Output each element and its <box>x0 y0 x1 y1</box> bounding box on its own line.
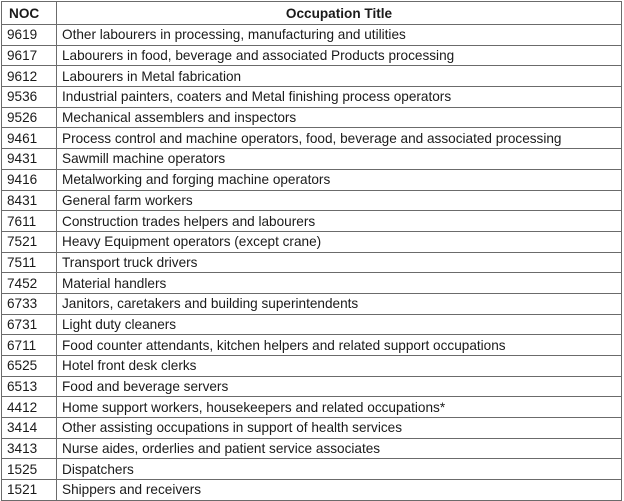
occupation-title-cell: Labourers in food, beverage and associated Products processing <box>57 45 622 66</box>
table-row <box>2 149 622 170</box>
noc-code-cell: 9619 <box>2 25 57 46</box>
occupation-title-cell: Hotel front desk clerks <box>57 356 622 377</box>
table-row <box>2 252 622 273</box>
noc-code-cell: 1525 <box>2 459 57 480</box>
noc-code-cell: 9461 <box>2 128 57 149</box>
noc-code-cell: 8431 <box>2 190 57 211</box>
table-row <box>2 107 622 128</box>
occupation-title-column-header: Occupation Title <box>57 2 622 25</box>
noc-code-cell: 7452 <box>2 273 57 294</box>
table-row <box>2 314 622 335</box>
table-row <box>2 397 622 418</box>
noc-code-cell: 7611 <box>2 211 57 232</box>
occupation-title-cell: Light duty cleaners <box>57 314 622 335</box>
occupation-title-cell: General farm workers <box>57 190 622 211</box>
occupation-title-cell: Process control and machine operators, food, beverage and associated processing <box>57 128 622 149</box>
table-body <box>2 25 622 501</box>
occupation-title-cell: Food and beverage servers <box>57 376 622 397</box>
occupation-title-cell: Dispatchers <box>57 459 622 480</box>
noc-code-cell: 9612 <box>2 66 57 87</box>
table-row <box>2 45 622 66</box>
noc-code-cell: 6711 <box>2 335 57 356</box>
occupation-title-cell: Nurse aides, orderlies and patient service associates <box>57 438 622 459</box>
table-row <box>2 438 622 459</box>
noc-code-cell: 7521 <box>2 231 57 252</box>
noc-code-cell: 7511 <box>2 252 57 273</box>
occupation-title-cell: Construction trades helpers and labourers <box>57 211 622 232</box>
occupation-title-cell: Sawmill machine operators <box>57 149 622 170</box>
noc-code-cell: 6513 <box>2 376 57 397</box>
noc-code-cell: 9431 <box>2 149 57 170</box>
occupation-title-cell: Heavy Equipment operators (except crane) <box>57 231 622 252</box>
noc-code-cell: 6525 <box>2 356 57 377</box>
noc-code-cell: 9416 <box>2 169 57 190</box>
noc-code-cell: 4412 <box>2 397 57 418</box>
table-row <box>2 376 622 397</box>
noc-code-cell: 1521 <box>2 480 57 501</box>
occupation-title-cell: Janitors, caretakers and building superintendents <box>57 293 622 314</box>
table-row <box>2 190 622 211</box>
noc-code-cell: 3413 <box>2 438 57 459</box>
table-row <box>2 356 622 377</box>
occupation-title-cell: Labourers in Metal fabrication <box>57 66 622 87</box>
table-row <box>2 480 622 501</box>
occupation-title-cell: Other assisting occupations in support of health services <box>57 418 622 439</box>
occupation-title-cell: Mechanical assemblers and inspectors <box>57 107 622 128</box>
occupation-title-cell: Transport truck drivers <box>57 252 622 273</box>
table-row <box>2 273 622 294</box>
occupation-table <box>1 1 622 501</box>
table-row <box>2 459 622 480</box>
table-row <box>2 211 622 232</box>
occupation-title-cell: Material handlers <box>57 273 622 294</box>
table-row <box>2 128 622 149</box>
noc-column-header: NOC <box>2 2 57 25</box>
noc-code-cell: 6731 <box>2 314 57 335</box>
table-row <box>2 231 622 252</box>
occupation-title-cell: Metalworking and forging machine operators <box>57 169 622 190</box>
occupation-title-cell: Shippers and receivers <box>57 480 622 501</box>
noc-code-cell: 9617 <box>2 45 57 66</box>
occupation-title-cell: Home support workers, housekeepers and related occupations* <box>57 397 622 418</box>
table-header-row <box>2 2 622 25</box>
noc-code-cell: 6733 <box>2 293 57 314</box>
occupation-table-container <box>1 1 622 501</box>
occupation-title-cell: Industrial painters, coaters and Metal finishing process operators <box>57 87 622 108</box>
table-row <box>2 25 622 46</box>
noc-code-cell: 9536 <box>2 87 57 108</box>
table-row <box>2 293 622 314</box>
table-row <box>2 169 622 190</box>
occupation-title-cell: Other labourers in processing, manufacturing and utilities <box>57 25 622 46</box>
noc-code-cell: 3414 <box>2 418 57 439</box>
occupation-title-cell: Food counter attendants, kitchen helpers and related support occupations <box>57 335 622 356</box>
noc-code-cell: 9526 <box>2 107 57 128</box>
table-row <box>2 87 622 108</box>
table-row <box>2 66 622 87</box>
table-row <box>2 418 622 439</box>
table-row <box>2 335 622 356</box>
